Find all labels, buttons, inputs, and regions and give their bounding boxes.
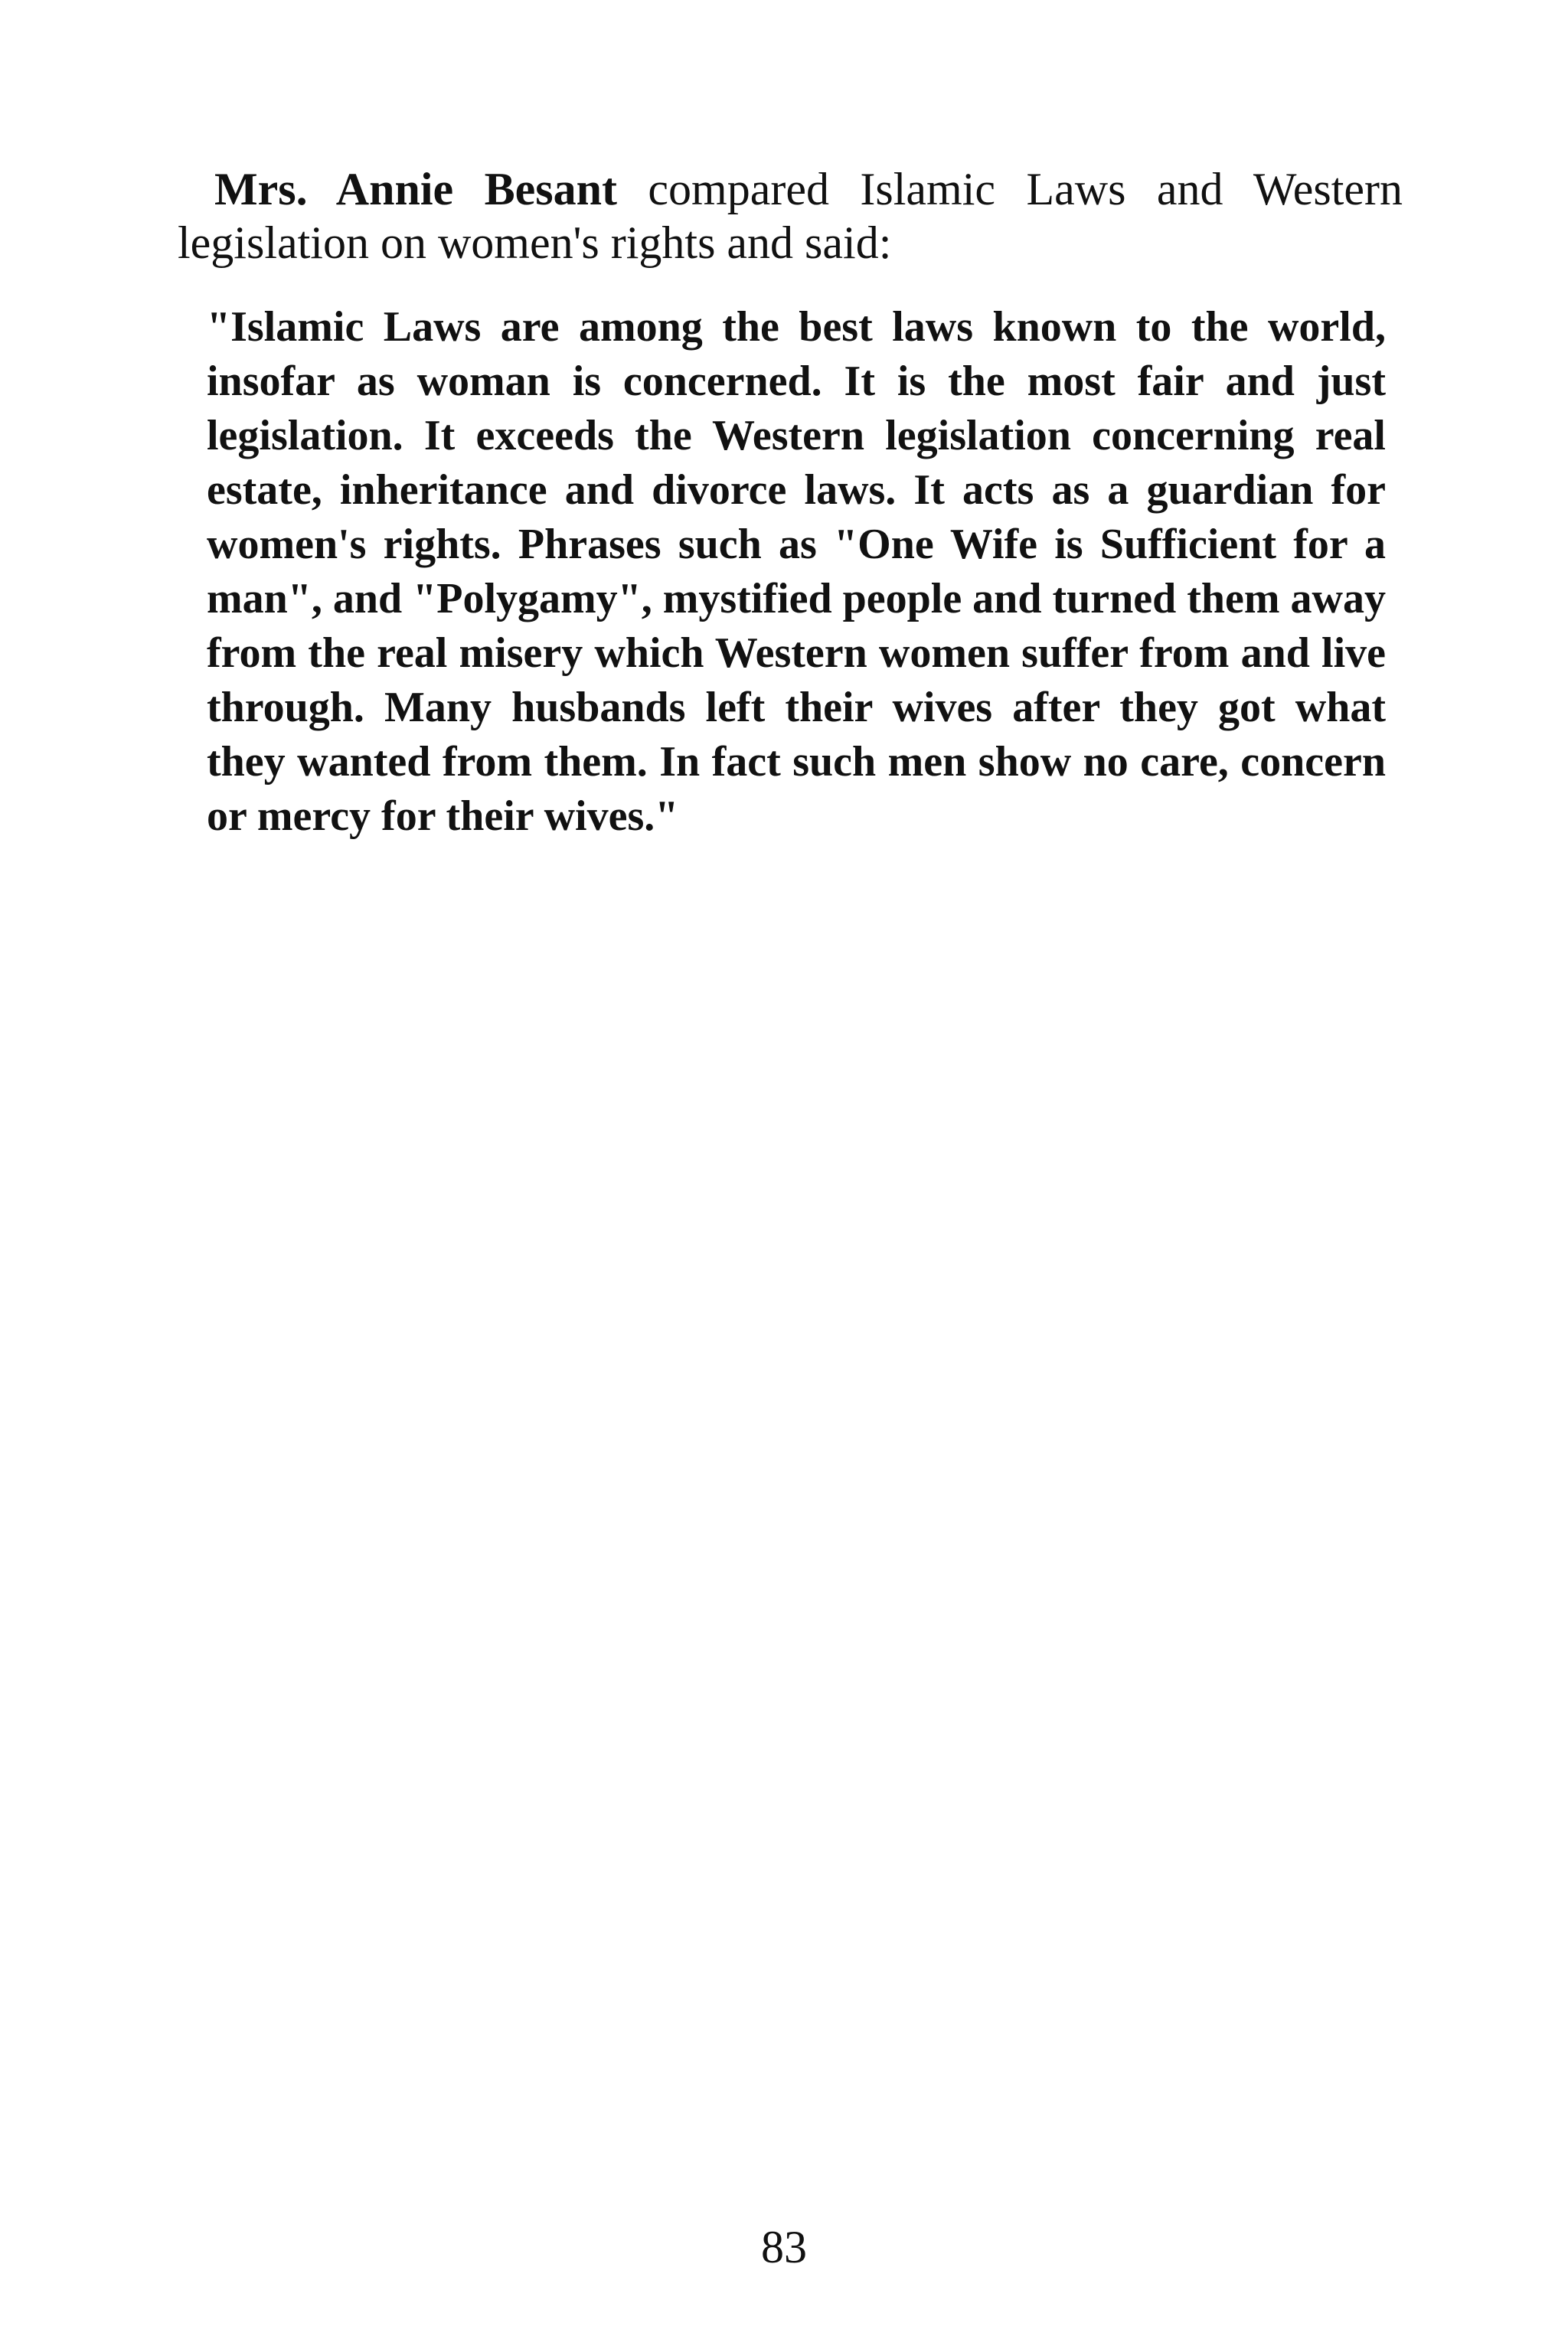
block-quote: "Islamic Laws are among the best laws known to the world, insofar as woman is concerned. It is the most fair and just legislation. It exceeds the Western legislation concerning real estate, inheritance and divorce laws. It acts as a guardian for women's rights. Phrases such as "One Wife is Sufficient for a man", and "Polygamy", mystified people and turned them away from the real misery which Western women suffer from and live through. Many husbands left their wives after they got what they wanted from them. In fact such men show no care, concern or mercy for their wives." (207, 303, 1386, 840)
author-name: Mrs. Annie Besant (214, 164, 617, 214)
intro-paragraph (178, 162, 1403, 270)
intro-text: compared Islamic Laws and Western legislation on women's rights and said: (178, 164, 1403, 268)
page-number: 83 (761, 2222, 807, 2272)
